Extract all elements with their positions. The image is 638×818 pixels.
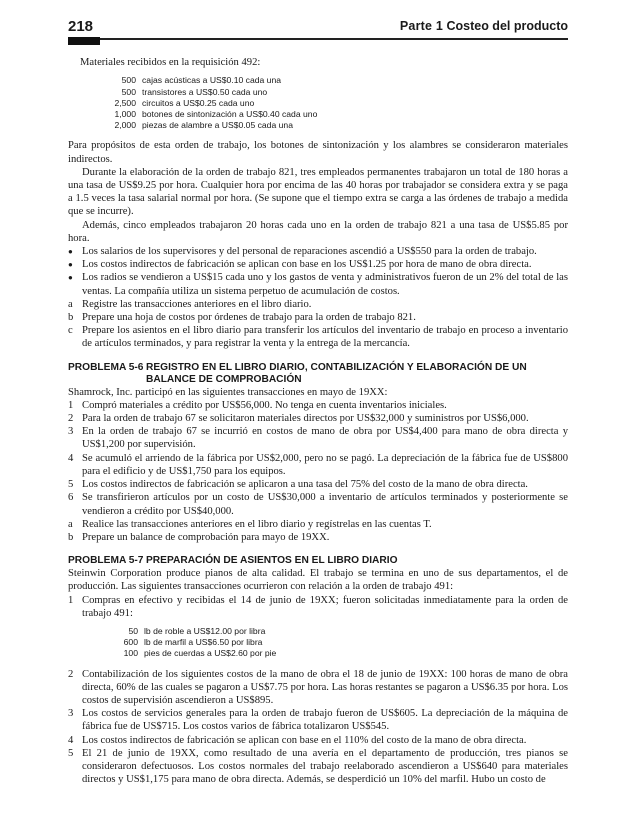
running-head — [400, 20, 568, 33]
problem-heading — [68, 362, 568, 386]
paragraph: Durante la elaboración de la orden de trabajo 821, tres empleados permanentes trabajaron un total de 180 horas a una tasa de US$9.25 por hora. Cualquier hora por encima de las 40 horas por trabajador se considera extra y se paga a 1.5 veces la tasa salarial normal por hora. (Se supone que el tiempo extra se carga a las órdenes de trabajo a medida que se incurre). — [68, 166, 568, 218]
problem-number: PROBLEMA 5-6 — [68, 361, 144, 373]
list-item: a Realice las transacciones anteriores en el libro diario y regístrelas en las cuentas T. — [68, 518, 432, 530]
purchases-table — [82, 626, 276, 660]
list-item: c Prepare los asientos en el libro diario para transferir los artículos del inventario de trabajo en proceso a inventario de artículos terminados, y para registrar la venta y la entrega de la mercancía. — [68, 325, 568, 350]
list-item: b Prepare un balance de comprobación para mayo de 19XX. — [68, 531, 330, 543]
list-item: 5 Los costos indirectos de fabricación se aplicaron a una tasa del 75% del costo de la mano de obra directa. — [68, 479, 528, 491]
list-item: 1 Compras en efectivo y recibidas el 14 de junio de 19XX; fueron solicitadas inmediatamente para la orden de trabajo 491: — [68, 594, 568, 619]
materials-intro: Materiales recibidos en la requisición 492: — [80, 57, 261, 69]
list-item: ● Los radios se vendieron a US$15 cada uno y los gastos de venta y administrativos fueron de un 2% del total de las ventas. La compañía utiliza un sistema perpetuo de acumulación de costos. — [68, 271, 568, 297]
list-item: 2 Contabilización de los siguientes costos de la mano de obra el 18 de junio de 19XX: 100 horas de mano de obra directa, 60% de las cuales se pagaron a US$7.75 por hora. Las horas restantes se pagaron a US$6.35 por hora. Los costos de supervisión ascendieron a US$895. — [68, 668, 568, 706]
table-row: 500 transistores a US$0.50 cada uno — [121, 86, 268, 97]
table-row: 2,000 piezas de alambre a US$0.05 cada una — [114, 120, 293, 131]
problem-title: PREPARACIÓN DE ASIENTOS EN EL LIBRO DIARIO — [146, 555, 398, 567]
list-item: ● Los salarios de los supervisores y del personal de reparaciones ascendió a US$550 para la orden de trabajo. — [68, 245, 568, 258]
page-header — [68, 20, 568, 33]
list-item: 4 Los costos indirectos de fabricación se aplican con base en el 110% del costo de la mano de obra directa. — [68, 734, 527, 746]
problem-number: PROBLEMA 5-7 — [68, 555, 144, 567]
table-row: 600 lb de marfil a US$6.50 por libra — [123, 637, 263, 648]
list-item: ● Los costos indirectos de fabricación se aplican con base en los US$1.25 por hora de mano de obra directa. — [68, 258, 568, 271]
table-row: 500 cajas acústicas a US$0.10 cada una — [121, 75, 282, 86]
transaction-list — [68, 594, 568, 620]
list-item: b Prepare una hoja de costos por órdenes de trabajo para la orden de trabajo 821. — [68, 312, 416, 324]
problem-title: REGISTRO EN EL LIBRO DIARIO, CONTABILIZACIÓN Y ELABORACIÓN DE UN BALANCE DE COMPROBACIÓN — [146, 361, 527, 385]
paragraph: Además, cinco empleados trabajaron 20 horas cada uno en la orden de trabajo 821 a una tasa de US$5.85 por hora. — [68, 219, 568, 244]
task-list — [68, 298, 568, 351]
transaction-list — [68, 399, 568, 518]
list-item: 3 En la orden de trabajo 67 se incurrió en costos de mano de obra por US$4,400 para mano de obra directa y US$1,200 por supervisión. — [68, 426, 568, 451]
problem-intro: Steinwin Corporation produce pianos de alta calidad. El trabajo se termina en uno de sus departamentos, el de producción. Las siguientes transacciones ocurrieron con relación a la orden de trabajo 491: — [68, 568, 568, 593]
paragraph: Para propósitos de esta orden de trabajo, los botones de sintonización y los alambres se consideraron materiales indirectos. — [68, 140, 568, 165]
bullet-list — [68, 245, 568, 298]
table-row: 100 pies de cuerdas a US$2.60 por pie — [123, 648, 277, 659]
header-rule — [68, 38, 568, 40]
problem-intro: Shamrock, Inc. participó en las siguientes transacciones en mayo de 19XX: — [68, 386, 388, 398]
list-item: 5 El 21 de junio de 19XX, como resultado de una avería en el departamento de producción, tres pianos se consideraron defectuosos. Los costos normales del trabajo reelaborado ascendieron a US$640 para materiales directos y US$1,175 para mano de obra directa. Además, se desperdició un 10% del marfil. Hubo un costo de — [68, 747, 568, 786]
table-row: 2,500 circuitos a US$0.25 cada uno — [114, 97, 255, 108]
problem-heading — [68, 555, 568, 567]
list-item: 2 Para la orden de trabajo 67 se solicitaron materiales directos por US$32,000 y suministros por US$6,000. — [68, 413, 529, 425]
list-item: 4 Se acumuló el arriendo de la fábrica por US$2,000, pero no se pagó. La depreciación de la fábrica fue de US$800 para el edificio y de US$1,750 para los equipos. — [68, 452, 568, 477]
list-item: 1 Compró materiales a crédito por US$56,000. No tenga en cuenta inventarios iniciales. — [68, 399, 447, 411]
list-item: 3 Los costos de servicios generales para la orden de trabajo fueron de US$605. La depreciación de la máquina de fábrica fue de US$715. Los costos varios de fábrica totalizaron US$545. — [68, 708, 568, 733]
materials-table — [80, 75, 317, 131]
page-number: 218 — [68, 18, 94, 35]
part-title: Costeo del producto — [446, 19, 568, 33]
list-item: a Registre las transacciones anteriores en el libro diario. — [68, 298, 312, 310]
header-rule-tab — [68, 37, 100, 45]
task-list — [68, 518, 568, 544]
table-row: 50 lb de roble a US$12.00 por libra — [128, 625, 266, 636]
part-label: Parte 1 — [399, 19, 443, 33]
list-item: 6 Se transfirieron artículos por un costo de US$30,000 a inventario de artículos terminados y posteriormente se vendieron a crédito por US$40,000. — [68, 492, 568, 517]
transaction-list — [68, 668, 568, 787]
table-row: 1,000 botones de sintonización a US$0.40 cada uno — [114, 109, 318, 120]
